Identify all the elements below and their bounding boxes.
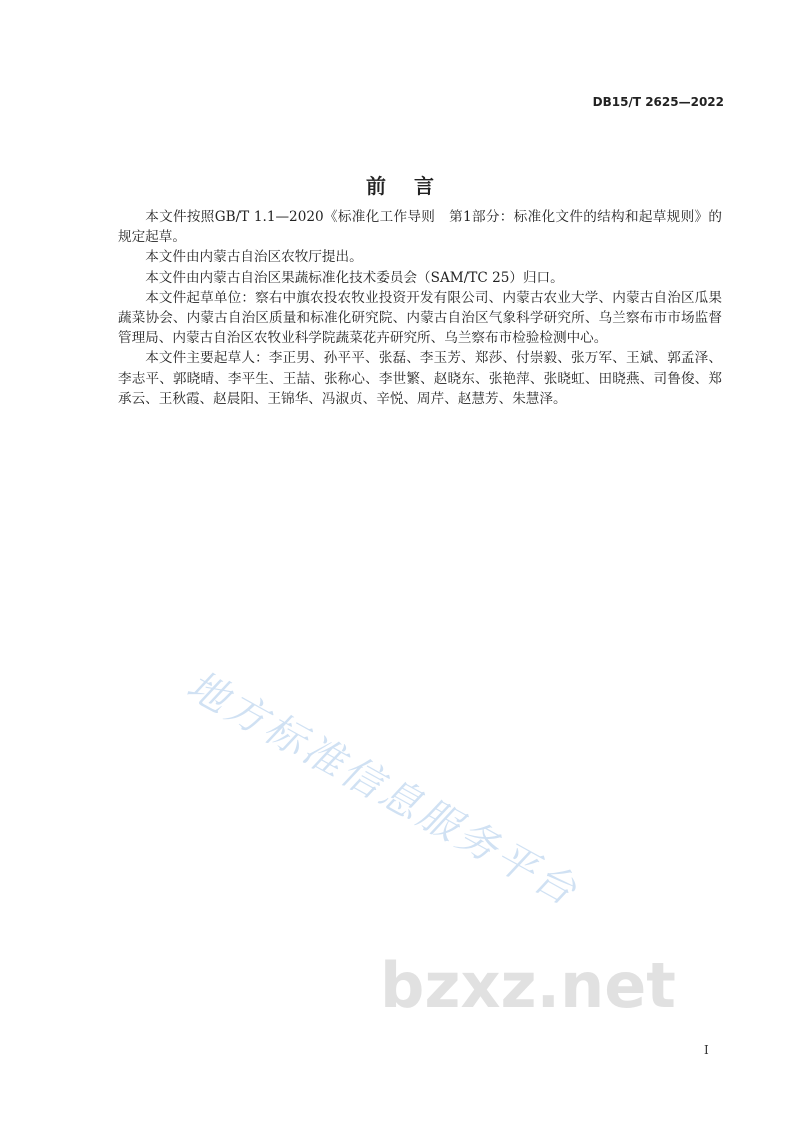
paragraph: 本文件由内蒙古自治区果蔬标准化技术委员会（SAM/TC 25）归口。 <box>145 269 564 286</box>
page-number: I <box>704 1043 709 1057</box>
paragraph: 本文件主要起草人：李正男、孙平平、张磊、李玉芳、郑莎、付崇毅、张万军、王斌、郭孟泽、李志平、郭晓晴、李平生、王喆、张称心、李世繁、赵晓东、张艳萍、张晓虹、田晓燕、司鲁俊、郑承云、王秋霞、赵晨阳、王锦华、冯淑贞、辛悦、周芹、赵慧芳、朱慧泽。 <box>118 350 722 407</box>
paragraph: 本文件按照GB/T 1.1—2020《标准化工作导则 第1部分：标准化文件的结构和起草规则》的规定起草。 <box>118 209 722 246</box>
paragraph: 本文件由内蒙古自治区农牧厅提出。 <box>145 249 363 266</box>
standard-code: DB15/T 2625—2022 <box>592 95 724 109</box>
site-watermark: bzxz.net <box>380 949 676 1022</box>
watermark-text: 地方标准信息服务平台 <box>179 662 587 916</box>
foreword-body <box>118 207 722 409</box>
page-title: 前言 <box>366 174 462 198</box>
paragraph: 本文件起草单位：察右中旗农投农牧业投资开发有限公司、内蒙古农业大学、内蒙古自治区瓜果蔬菜协会、内蒙古自治区质量和标准化研究院、内蒙古自治区气象科学研究所、乌兰察布市市场监督管理局、内蒙古自治区农牧业科学院蔬菜花卉研究所、乌兰察布市检验检测中心。 <box>118 289 722 347</box>
